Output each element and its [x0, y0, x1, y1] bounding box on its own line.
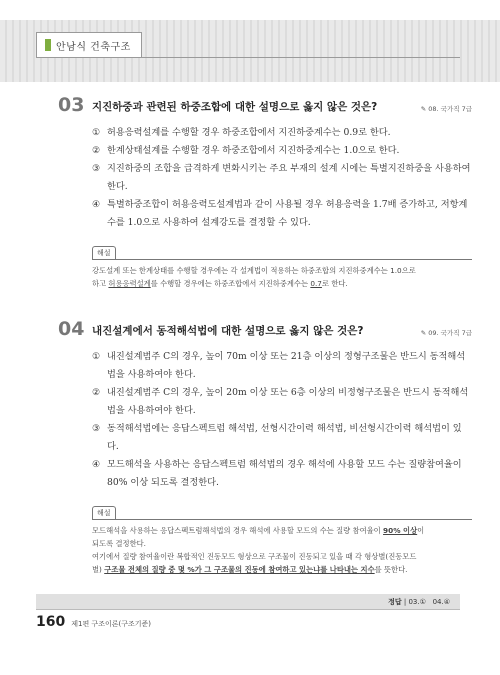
- option-3: [92, 160, 472, 196]
- solution-text: [92, 519, 472, 576]
- solution-fragment: 하고: [92, 279, 109, 288]
- question-source: ✎ 08. 국가직 7급: [420, 105, 472, 113]
- answer-bar: [36, 594, 460, 610]
- answer-key: [388, 597, 450, 607]
- question-number: 03: [58, 94, 85, 116]
- solution-fragment: 를 수행할 경우에는 하중조합에서 지진하중계수는: [150, 279, 311, 288]
- page-number: 160: [36, 614, 66, 630]
- option-list: [92, 124, 472, 232]
- answer-separator: |: [403, 598, 407, 606]
- answer-04: 04.④: [432, 598, 450, 606]
- option-list: [92, 348, 472, 492]
- tab-marker: [45, 39, 51, 51]
- question-source: ✎ 09. 국가직 7급: [420, 329, 472, 337]
- solution-line: 강도설계 또는 한계상태를 수행할 경우에는 각 설계법이 적용하는 하중조합의 지진하중계수는 1.0으로: [92, 266, 416, 275]
- option-text: 특별하중조합이 허용응력도설계법과 같이 사용될 경우 허용응력을 1.7배 증가하고, 저항계수를 1.0으로 사용하여 설계강도를 결정할 수 있다.: [107, 199, 468, 228]
- solution-emphasis: 0.7: [310, 279, 322, 288]
- option-4: [92, 456, 472, 492]
- solution-line: [92, 563, 472, 576]
- solution-line: [92, 277, 472, 290]
- solution-emphasis: 90% 이상: [383, 526, 418, 535]
- solution-line: 되도록 결정한다.: [92, 539, 146, 548]
- option-text: 내진설계범주 C의 경우, 높이 70m 이상 또는 21층 이상의 정형구조물은 반드시 동적해석법을 사용하여야 한다.: [107, 351, 466, 380]
- option-marker: ③: [92, 423, 101, 434]
- solution-line: [92, 524, 472, 537]
- option-text: 지진하중의 조합을 급격하게 변화시키는 주요 부재의 설계 시에는 특별지진하중을 사용하여 한다.: [107, 163, 471, 192]
- option-2: [92, 142, 472, 160]
- solution-emphasis: 구조물 전체의 질량 중 몇 %가 그 구조물의 진동에 참여하고 있는냐를 나타내는 지수: [104, 565, 375, 574]
- option-text: 허용응력설계를 수행할 경우 하중조합에서 지진하중계수는 0.9로 한다.: [107, 127, 391, 138]
- book-title: 안남식 건축구조: [56, 41, 131, 53]
- page-footer: [36, 614, 151, 630]
- question-header: [58, 320, 472, 339]
- answer-03: 03.①: [408, 598, 426, 606]
- solution-fragment: 로 한다.: [321, 279, 348, 288]
- solution-text: [92, 259, 472, 290]
- solution-block: [92, 240, 472, 290]
- option-marker: ②: [92, 145, 101, 156]
- chapter-title: 제1편 구조이론(구조기준): [71, 620, 151, 628]
- answer-label: 정답: [388, 598, 402, 606]
- question-text: 내진설계에서 동적해석법에 대한 설명으로 옳지 않은 것은?: [92, 325, 364, 338]
- question-03: [58, 96, 472, 290]
- solution-fragment: 모드해석을 사용하는 응답스펙트럼해석법의 경우 해석에 사용할 모드의 수는 질량 참여율이: [92, 526, 384, 535]
- solution-label: 해설: [92, 506, 116, 519]
- option-text: 모드해석을 사용하는 응답스펙트럼 해석법의 경우 해석에 사용할 모드 수는 질량참여율이 80% 이상 되도록 결정한다.: [107, 459, 462, 488]
- question-text: 지진하중과 관련된 하중조합에 대한 설명으로 옳지 않은 것은?: [92, 101, 378, 114]
- option-marker: ③: [92, 163, 101, 174]
- question-header: [58, 96, 472, 115]
- solution-fragment: 별): [92, 565, 105, 574]
- solution-label: 해설: [92, 246, 116, 259]
- option-1: [92, 124, 472, 142]
- option-marker: ④: [92, 199, 101, 210]
- question-number: 04: [58, 318, 85, 340]
- option-marker: ②: [92, 387, 101, 398]
- option-2: [92, 384, 472, 420]
- option-marker: ①: [92, 351, 101, 362]
- solution-line: 여기에서 질량 참여율이란 복합적인 진동모드 형상으로 구조물이 진동되고 있을 때 각 형상별(진동모드: [92, 552, 417, 561]
- question-04: [58, 320, 472, 576]
- option-marker: ①: [92, 127, 101, 138]
- solution-emphasis: 허용응력설계: [108, 279, 151, 288]
- option-marker: ④: [92, 459, 101, 470]
- option-text: 동적해석법에는 응답스펙트럼 해석법, 선형시간이력 해석법, 비선형시간이력 해석법이 있다.: [107, 423, 462, 452]
- option-text: 한계상태설계를 수행할 경우 하중조합에서 지진하중계수는 1.0으로 한다.: [107, 145, 400, 156]
- solution-fragment: 를 뜻한다.: [374, 565, 408, 574]
- option-3: [92, 420, 472, 456]
- option-1: [92, 348, 472, 384]
- option-4: [92, 196, 472, 232]
- option-text: 내진설계범주 C의 경우, 높이 20m 이상 또는 6층 이상의 비정형구조물은 반드시 동적해석법을 사용하여야 한다.: [107, 387, 469, 416]
- header-divider: [36, 57, 460, 58]
- chapter-tab: [36, 32, 142, 57]
- solution-fragment: 이: [417, 526, 425, 535]
- solution-block: [92, 500, 472, 576]
